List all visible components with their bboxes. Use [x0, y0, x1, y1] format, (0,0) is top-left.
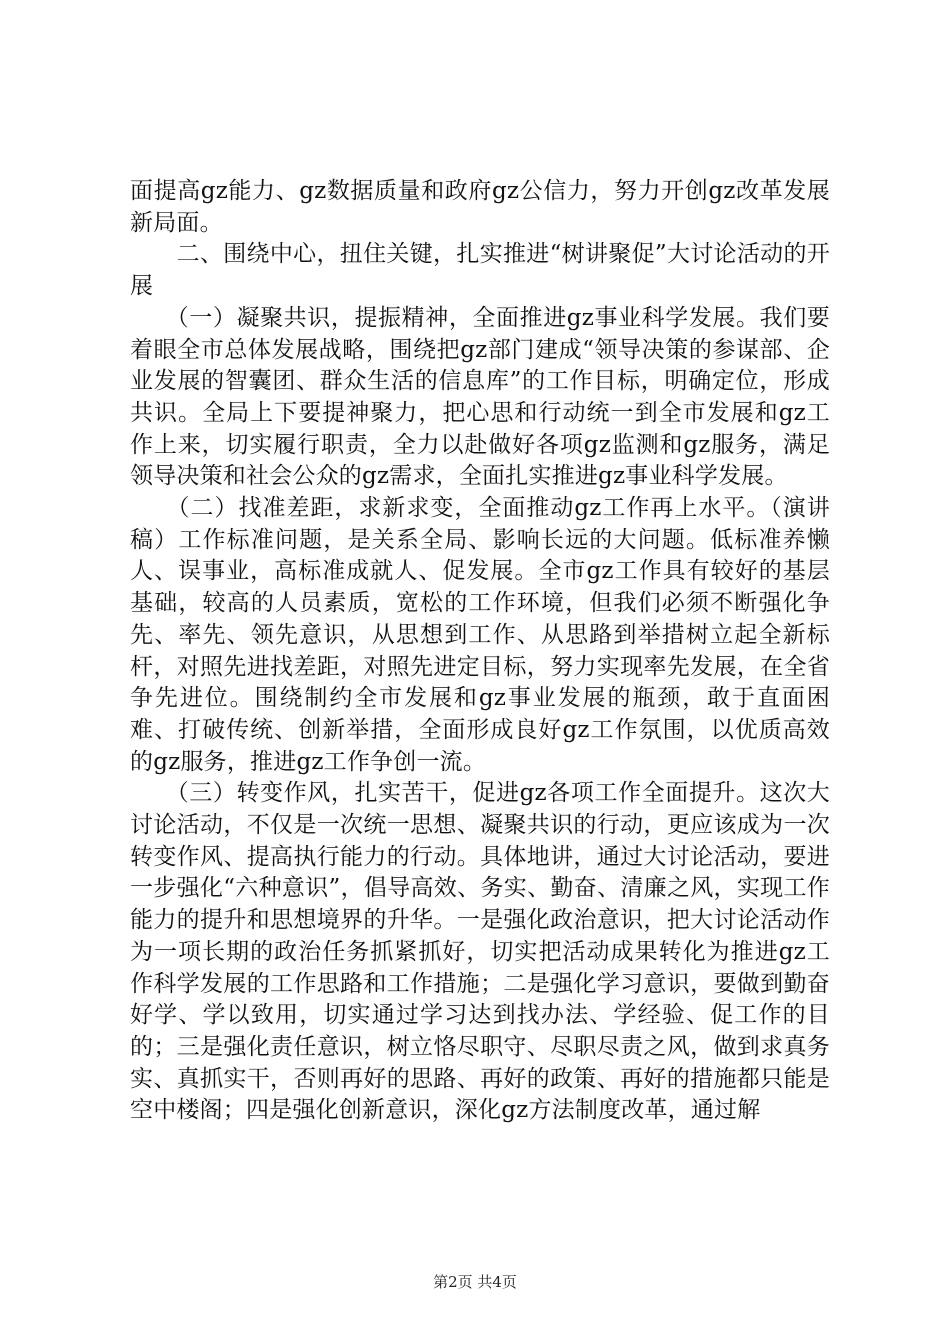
paragraph-style: （三）转变作风，扎实苦干，促进gz各项工作全面提升。这次大讨论活动，不仅是一次统一思想、凝聚共识的行动，更应该成为一次转变作风、提高执行能力的行动。具体地讲，通过大讨论活动，要进一步强化“六种意识”，倡导高效、务实、勤奋、清廉之风，实现工作能力的提升和思想境界的升华。一是强化政治意识，把大讨论活动作为一项长期的政治任务抓紧抓好，切实把活动成果转化为推进gz工作科学发展的工作思路和工作措施；二是强化学习意识，要做到勤奋好学、学以致用，切实通过学习达到找办法、学经验、促工作的目的；三是强化责任意识，树立恪尽职守、尽职尽责之风，做到求真务实、真抓实干，否则再好的思路、再好的政策、再好的措施都只能是空中楼阁；四是强化创新意识，深化gz方法制度改革，通过解 — [130, 780, 830, 1124]
section-heading: 二、围绕中心，扭住关键，扎实推进“树讲聚促”大讨论活动的开展 — [130, 241, 830, 300]
paragraph-consensus: （一）凝聚共识，提振精神，全面推进gz事业科学发展。我们要着眼全市总体发展战略，围绕把gz部门建成“领导决策的参谋部、企业发展的智囊团、群众生活的信息库”的工作目标，明确定位，形成共识。全局上下要提神聚力，把心思和行动统一到全市发展和gz工作上来，切实履行职责，全力以赴做好各项gz监测和gz服务，满足领导决策和社会公众的gz需求，全面扎实推进gz事业科学发展。 — [130, 304, 830, 490]
paragraph-continuation: 面提高gz能力、gz数据质量和政府gz公信力，努力开创gz改革发展新局面。 — [130, 178, 830, 236]
paragraph-gap: （二）找准差距，求新求变，全面推动gz工作再上水平。（演讲稿）工作标准问题，是关系全局、影响长远的大问题。低标准养懒人、误事业，高标准成就人、促发展。全市gz工作具有较好的基层基础，较高的人员素质，宽松的工作环境，但我们必须不断强化争先、率先、领先意识，从思想到工作、从思路到举措树立起全新标杆，对照先进找差距，对照先进定目标，努力实现率先发展，在全省争先进位。围绕制约全市发展和gz事业发展的瓶颈，敢于直面困难、打破传统、创新举措，全面形成良好gz工作氛围，以优质高效的gz服务，推进gz工作争创一流。 — [130, 495, 830, 775]
document-body — [130, 176, 830, 1127]
page-number-footer: 第2页 共4页 — [433, 1273, 517, 1291]
